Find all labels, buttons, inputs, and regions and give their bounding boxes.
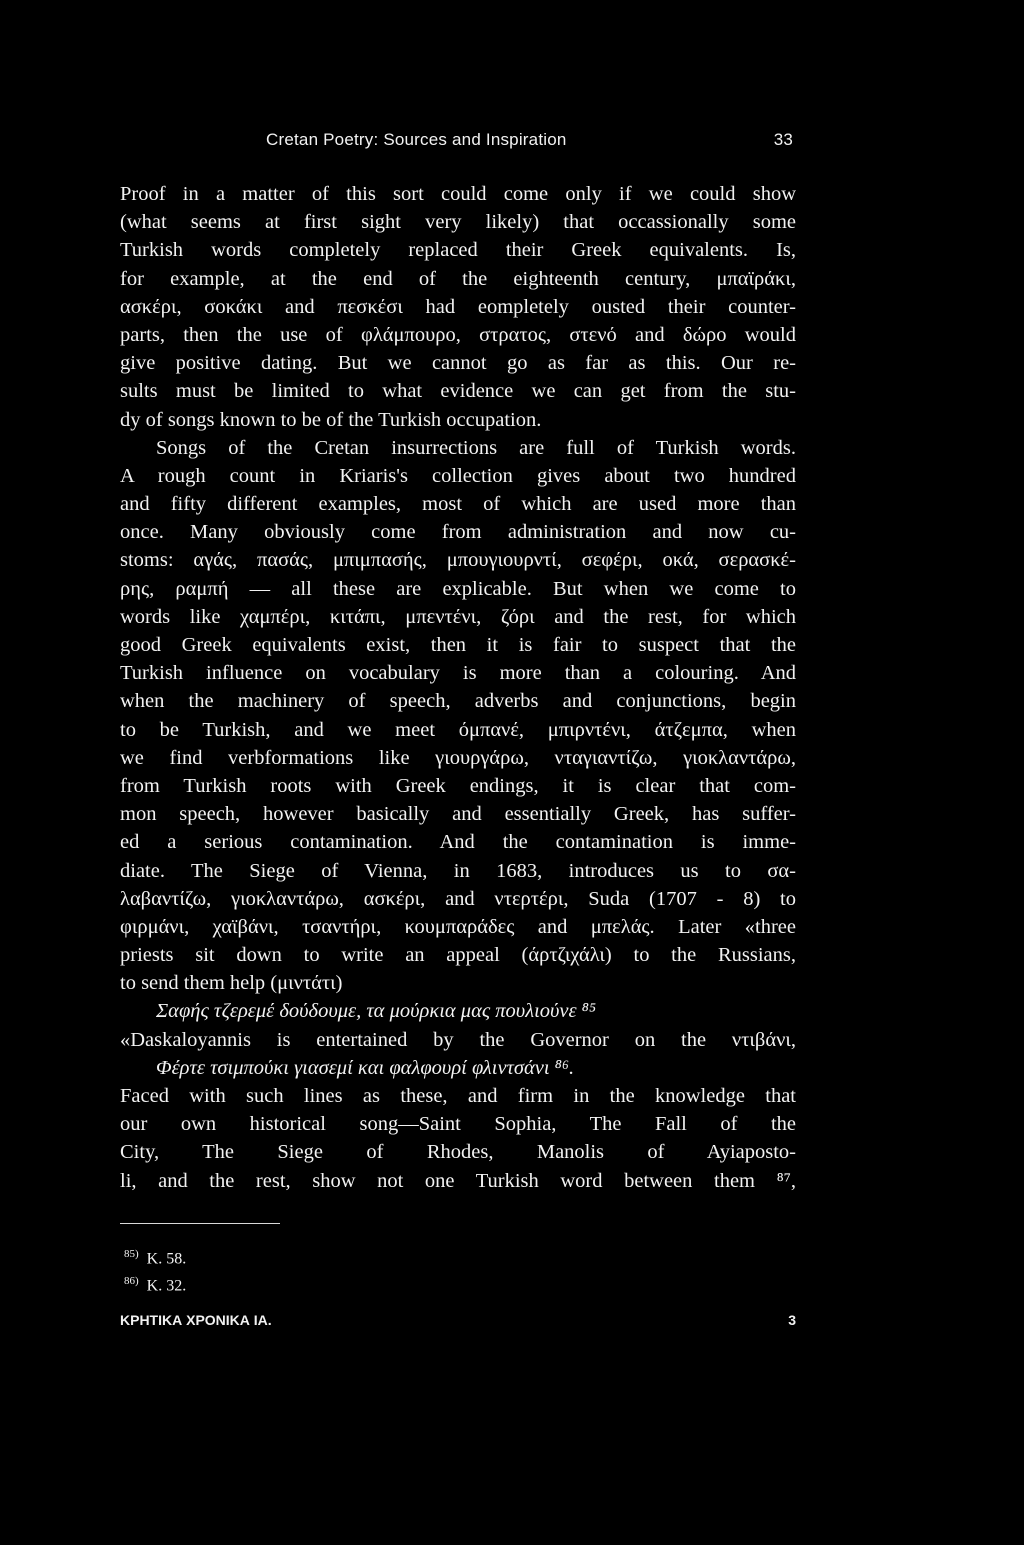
footnote [124,1243,186,1270]
text-line: sults must be limited to what evidence we can get from the stu- [120,380,796,403]
text-line: to send them help (μιντάτι) [120,972,343,995]
running-head [120,130,793,150]
footnote-mark: 86) [124,1275,139,1288]
text-line: once. Many obviously come from administration and now cu- [120,521,796,544]
text-line: Faced with such lines as these, and firm in the knowledge that [120,1085,796,1107]
text-line: (what seems at first sight very likely) that occassionally some [120,211,796,234]
text-line: stoms: αγάς, πασάς, μπιμπασής, μπουγιουρντί, σεφέρι, οκά, σερασκέ- [120,549,796,572]
footnotes [124,1243,186,1298]
text-line: Songs of the Cretan insurrections are full of Turkish words. [156,436,796,459]
journal-title: ΚΡΗΤΙΚΑ ΧΡΟΝΙΚΑ ΙΑ. [120,1312,272,1328]
footnote-mark: 85) [124,1248,139,1260]
text-line: and fifty different examples, most of which are used more than [120,493,796,516]
signature-mark: 3 [788,1312,796,1328]
text-line: dy of songs known to be of the Turkish occupation. [120,408,542,431]
text-line: A rough count in Kriaris's collection gives about two hundred [120,464,796,487]
page-number: 33 [773,130,793,149]
text-line: ασκέρι, σοκάκι and πεσκέσι had eompletely ousted their counter- [120,295,796,318]
text-line: City, The Siege of Rhodes, Manolis of Ayiaposto- [120,1141,796,1164]
text-line: we find verbformations like γιουργάρω, νταγιαντίζω, γιοκλαντάρω, [120,746,796,769]
footnote-divider [120,1223,280,1224]
text-line: ed a serious contamination. And the contamination is imme- [120,831,796,854]
verse-line: Φέρτε τσιμπούκι γιασεμί και φαλφουρί φλιντσάνι ⁸⁶. [156,1056,575,1079]
text-line: Turkish influence on vocabulary is more than a colouring. And [120,662,796,685]
text-line: to be Turkish, and we meet όμπανέ, μπιρντένι, άτζεμπα, when [120,718,796,741]
text-line: our own historical song—Saint Sophia, The Fall of the [120,1113,796,1136]
footnote-text: K. 32. [146,1277,187,1295]
running-title: Cretan Poetry: Sources and Inspiration [266,130,567,149]
text-line: for example, at the end of the eighteenth century, μπαϊράκι, [120,267,796,290]
verse-line: Σαφής τζερεμέ δούδουμε, τα μούρκια μας πουλιούνε ⁸⁵ [156,1000,596,1023]
footnote [124,1270,186,1297]
text-line: from Turkish roots with Greek endings, it is clear that com- [120,774,796,797]
text-line: λαβαντίζω, γιοκλαντάρω, ασκέρι, and ντερτέρι, Suda (1707 - 8) to [120,887,796,910]
text-line: good Greek equivalents exist, then it is fair to suspect that the [120,634,796,656]
footnote-text: K. 58. [146,1250,187,1268]
text-line: priests sit down to write an appeal (άρτζιχάλι) to the Russians, [120,944,796,967]
text-line: li, and the rest, show not one Turkish word between them ⁸⁷, [120,1169,796,1192]
text-line: diate. The Siege of Vienna, in 1683, introduces us to σα- [120,859,796,882]
body-text [120,180,796,1195]
text-line: give positive dating. But we cannot go as far as this. Our re- [120,352,796,375]
page-footer [120,1312,796,1328]
text-line: when the machinery of speech, adverbs and conjunctions, begin [120,690,796,713]
text-line: ρης, ραμπή — all these are explicable. But when we come to [120,577,796,600]
text-line: parts, then the use of φλάμπουρο, στρατος, στενό and δώρο would [120,323,796,346]
text-line: Proof in a matter of this sort could come only if we could show [120,183,796,205]
text-line: words like χαμπέρι, κιτάπι, μπεντένι, ζόρι and the rest, for which [120,605,796,628]
text-line: «Daskaloyannis is entertained by the Governor on the ντιβάνι, [120,1028,796,1051]
text-line: φιρμάνι, χαϊβάνι, τσαντήρι, κουμπαράδες and μπελάς. Later «three [120,915,796,938]
text-line: mon speech, however basically and essentially Greek, has suffer- [120,803,796,826]
text-line: Turkish words completely replaced their Greek equivalents. Is, [120,239,796,262]
